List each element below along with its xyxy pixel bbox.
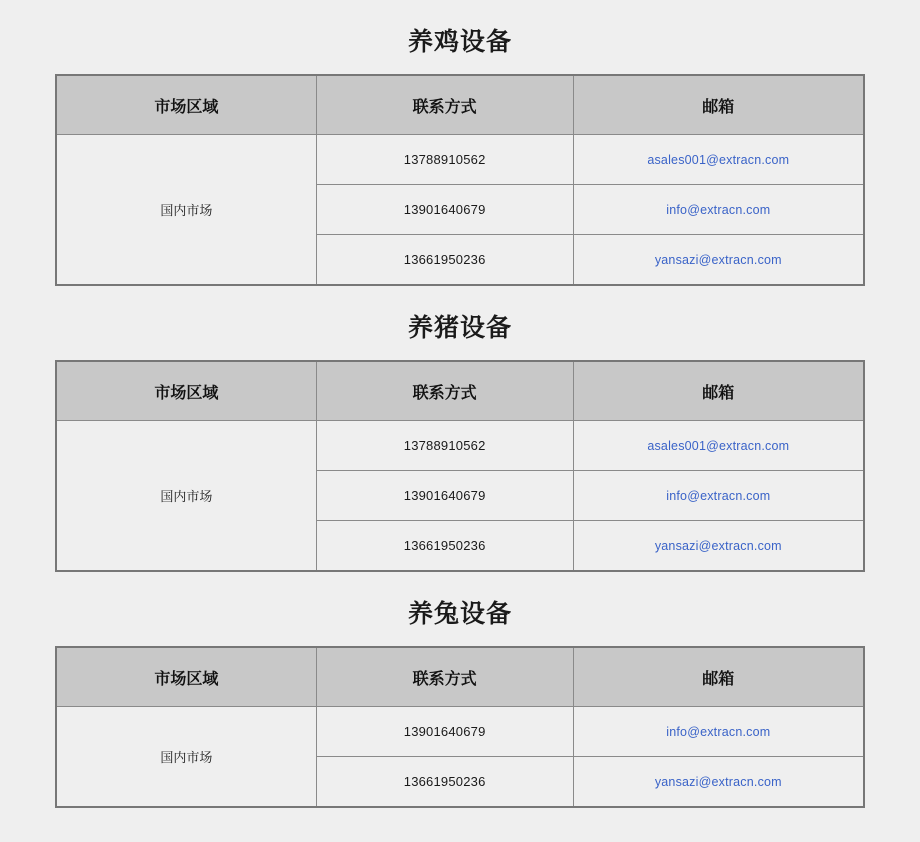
phone-cell: 13901640679: [316, 185, 573, 235]
phone-cell: 13788910562: [316, 135, 573, 185]
table-header-row: [56, 647, 864, 707]
page-title: 养猪设备: [407, 313, 512, 342]
table-row: [56, 135, 864, 185]
table-wrapper: [0, 74, 920, 286]
section-rabbit-equipment: [0, 572, 920, 808]
table-row: [56, 707, 864, 757]
column-header-phone: 联系方式: [316, 75, 573, 135]
table-wrapper: [0, 360, 920, 572]
bottom-spacer: [0, 808, 920, 842]
email-cell: [573, 471, 864, 521]
table-body: [56, 135, 864, 286]
contact-table: [55, 646, 865, 808]
email-cell: [573, 421, 864, 471]
email-link[interactable]: asales001@extracn.com: [647, 153, 790, 167]
phone-cell: 13661950236: [316, 757, 573, 808]
table-wrapper: [0, 646, 920, 808]
phone-cell: 13901640679: [316, 471, 573, 521]
email-link[interactable]: yansazi@extracn.com: [654, 539, 782, 553]
email-link[interactable]: info@extracn.com: [666, 203, 771, 217]
region-cell: 国内市场: [56, 135, 316, 286]
column-header-region: 市场区域: [56, 75, 316, 135]
contact-table: [55, 74, 865, 286]
page-title: 养兔设备: [407, 599, 512, 628]
email-link[interactable]: info@extracn.com: [666, 725, 771, 739]
phone-cell: 13901640679: [316, 707, 573, 757]
email-cell: [573, 521, 864, 572]
phone-cell: 13661950236: [316, 235, 573, 286]
section-chicken-equipment: [0, 0, 920, 286]
table-header: [56, 75, 864, 135]
phone-cell: 13661950236: [316, 521, 573, 572]
email-cell: [573, 235, 864, 286]
email-cell: [573, 135, 864, 185]
column-header-phone: 联系方式: [316, 361, 573, 421]
region-cell: 国内市场: [56, 707, 316, 808]
table-header-row: [56, 75, 864, 135]
email-cell: [573, 185, 864, 235]
email-cell: [573, 707, 864, 757]
phone-cell: 13788910562: [316, 421, 573, 471]
table-header-row: [56, 361, 864, 421]
email-link[interactable]: asales001@extracn.com: [647, 439, 790, 453]
table-body: [56, 707, 864, 808]
table-header: [56, 647, 864, 707]
table-body: [56, 421, 864, 572]
table-header: [56, 361, 864, 421]
section-pig-equipment: [0, 286, 920, 572]
email-cell: [573, 757, 864, 808]
column-header-region: 市场区域: [56, 361, 316, 421]
email-link[interactable]: yansazi@extracn.com: [654, 253, 782, 267]
column-header-email: 邮箱: [573, 647, 864, 707]
page-title: 养鸡设备: [407, 27, 512, 56]
column-header-email: 邮箱: [573, 361, 864, 421]
region-cell: 国内市场: [56, 421, 316, 572]
column-header-phone: 联系方式: [316, 647, 573, 707]
column-header-region: 市场区域: [56, 647, 316, 707]
email-link[interactable]: yansazi@extracn.com: [654, 775, 782, 789]
table-row: [56, 421, 864, 471]
column-header-email: 邮箱: [573, 75, 864, 135]
email-link[interactable]: info@extracn.com: [666, 489, 771, 503]
contact-table: [55, 360, 865, 572]
